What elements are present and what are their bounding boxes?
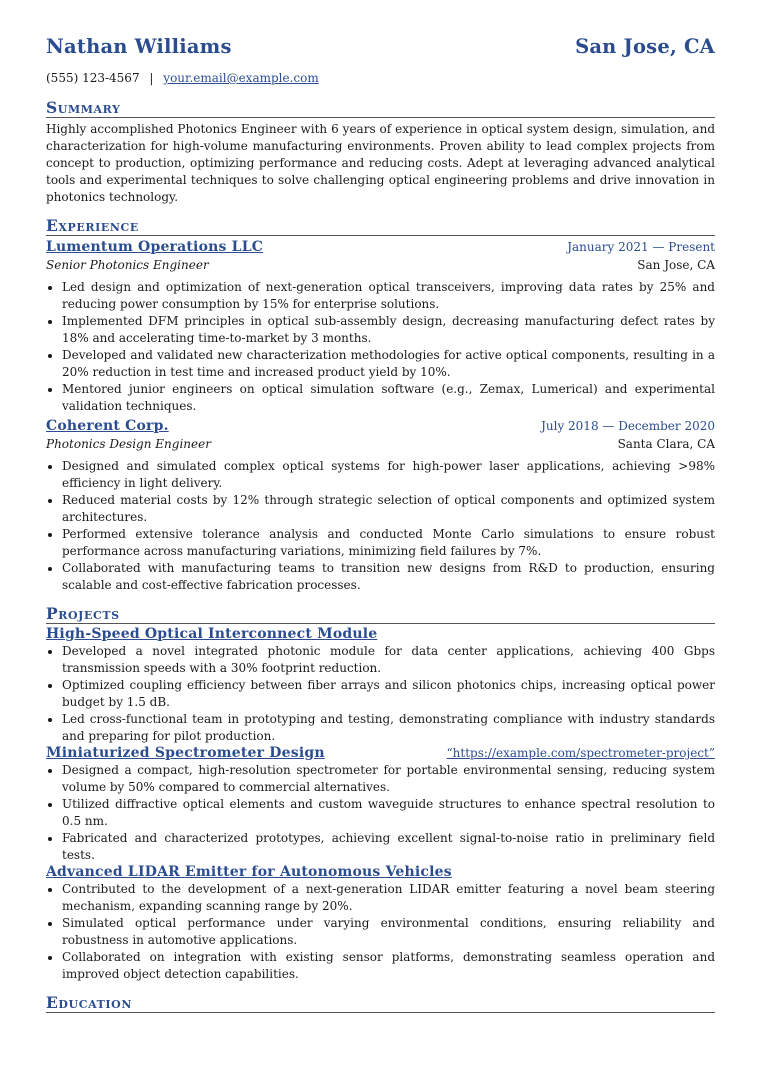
resume-page [46,35,715,1013]
bullet-item: • Performed extensive tolerance analysis and conducted Monte Carlo simulations to ensure robust performance across manufacturing variations, minimizing field failures by 7%. [62,526,715,560]
project-entry [46,864,715,983]
header [46,35,715,68]
company-name: Coherent Corp. [46,418,169,434]
job-location: Santa Clara, CA [617,437,715,451]
bullet-item: • Implemented DFM principles in optical sub-assembly design, decreasing manufacturing defect rates by 18% and accelerating time-to-market by 3 months. [62,313,715,347]
summary-text: Highly accomplished Photonics Engineer with 6 years of experience in optical system design, simulation, and characterization for high-volume manufacturing environments. Proven ability to lead complex projects from concept to production, optimizing performance and reducing costs. Adept at leveraging advanced analytical tools and experimental techniques to solve challenging optical engineering problems and drive innovation in photonics technology. [46,122,715,204]
job-role: Senior Photonics Engineer [46,258,209,272]
project-title: Advanced LIDAR Emitter for Autonomous Vehicles [46,864,452,880]
bullet-item: • Reduced material costs by 12% through strategic selection of optical components and optimized system architectures. [62,492,715,526]
bullet-item: • Collaborated with manufacturing teams to transition new designs from R&D to production, ensuring scalable and cost-effective fabrication processes. [62,560,715,594]
project-bullets [46,881,715,983]
candidate-name: Nathan Williams [46,35,232,58]
job-bullets [46,279,715,415]
bullet-item: • Utilized diffractive optical elements and custom waveguide structures to enhance spectral resolution to 0.5 nm. [62,796,715,830]
bullet-item: • Developed and validated new characterization methodologies for active optical components, resulting in a 20% reduction in test time and increased product yield by 10%. [62,347,715,381]
contact-separator: | [149,71,154,85]
project-title: High-Speed Optical Interconnect Module [46,626,378,642]
bullet-item: • Mentored junior engineers on optical simulation software (e.g., Zemax, Lumerical) and experimental validation techniques. [62,381,715,415]
bullet-item: • Contributed to the development of a next-generation LIDAR emitter featuring a novel beam steering mechanism, expanding scanning range by 20%. [62,881,715,915]
bullet-item: • Developed a novel integrated photonic module for data center applications, achieving 400 Gbps transmission speeds with a 30% footprint reduction. [62,643,715,677]
bullet-item: • Designed and simulated complex optical systems for high-power laser applications, achieving >98% efficiency in light delivery. [62,458,715,492]
bullet-item: • Simulated optical performance under varying environmental conditions, ensuring reliability and robustness in automotive applications. [62,915,715,949]
project-entry [46,626,715,745]
project-entry [46,745,715,864]
project-bullets [46,643,715,745]
company-name: Lumentum Operations LLC [46,239,264,255]
phone-number: (555) 123-4567 [46,71,140,85]
experience-entry [46,239,715,415]
bullet-item: • Collaborated on integration with existing sensor platforms, demonstrating seamless operation and improved object detection capabilities. [62,949,715,983]
bullet-item: • Fabricated and characterized prototypes, achieving excellent signal-to-noise ratio in preliminary field tests. [62,830,715,864]
candidate-location: San Jose, CA [575,35,715,58]
contact-line [46,70,715,88]
job-bullets [46,458,715,594]
job-role: Photonics Design Engineer [46,437,211,451]
bullet-item: • Led cross-functional team in prototyping and testing, demonstrating compliance with industry standards and preparing for pilot production. [62,711,715,745]
job-dates: January 2021 — Present [567,240,715,254]
project-bullets [46,762,715,864]
project-link[interactable]: “https://example.com/spectrometer-project” [446,746,715,760]
bullet-item: • Led design and optimization of next-generation optical transceivers, improving data rates by 25% and reducing power consumption by 15% for enterprise solutions. [62,279,715,313]
experience-entry [46,418,715,594]
job-dates: July 2018 — December 2020 [541,419,715,433]
section-title-experience: Experience [46,216,715,236]
section-title-summary: Summary [46,98,715,118]
email-link[interactable]: your.email@example.com [163,71,319,85]
bullet-item: • Designed a compact, high-resolution spectrometer for portable environmental sensing, reducing system volume by 50% compared to commercial alternatives. [62,762,715,796]
section-title-projects: Projects [46,604,715,624]
job-location: San Jose, CA [637,258,715,272]
bullet-item: • Optimized coupling efficiency between fiber arrays and silicon photonics chips, increasing optical power budget by 1.5 dB. [62,677,715,711]
section-title-education: Education [46,993,715,1013]
project-title: Miniaturized Spectrometer Design [46,745,325,761]
